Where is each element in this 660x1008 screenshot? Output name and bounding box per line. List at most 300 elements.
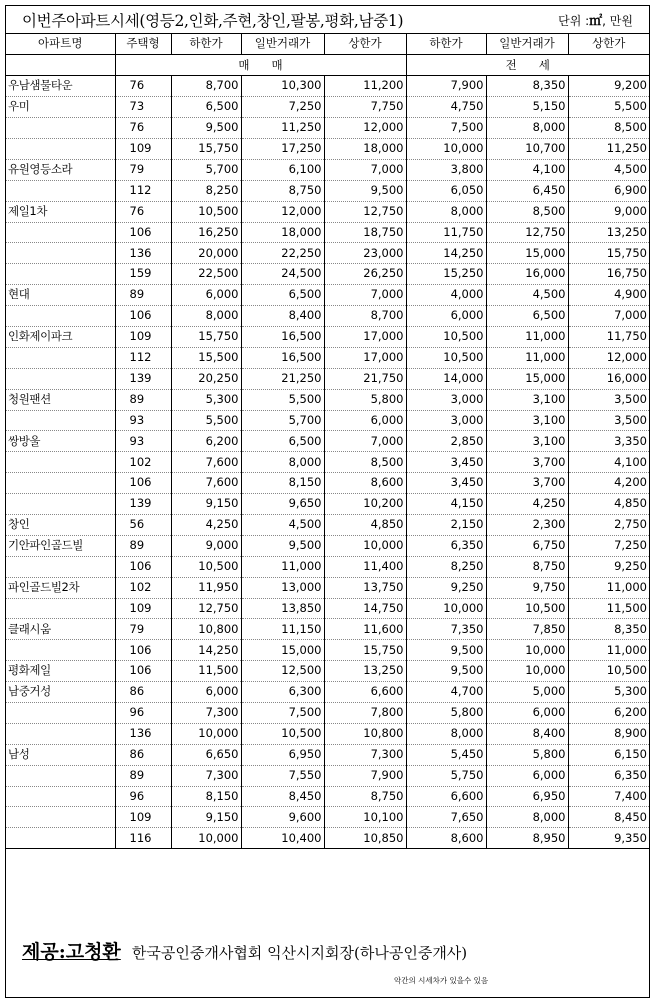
- col-header-lease-avg: 일반거래가: [486, 34, 568, 55]
- cell-lease-avg: 6,450: [486, 180, 568, 201]
- table-row: [6, 703, 649, 724]
- cell-sale-avg: 6,500: [241, 285, 324, 306]
- cell-lease-low: 10,500: [406, 347, 486, 368]
- cell-lease-avg: 8,750: [486, 556, 568, 577]
- cell-type: 96: [115, 786, 171, 807]
- cell-name: 클래시움: [6, 619, 115, 640]
- cell-lease-low: 9,500: [406, 640, 486, 661]
- table-row: [6, 473, 649, 494]
- cell-sale-avg: 9,500: [241, 535, 324, 556]
- table-row: [6, 535, 649, 556]
- cell-lease-avg: 6,750: [486, 535, 568, 556]
- cell-sale-low: 22,500: [171, 264, 241, 285]
- cell-name: [6, 138, 115, 159]
- cell-lease-high: 7,000: [568, 306, 649, 327]
- cell-lease-high: 4,500: [568, 159, 649, 180]
- cell-lease-avg: 5,800: [486, 744, 568, 765]
- cell-type: 76: [115, 76, 171, 97]
- cell-lease-high: 6,150: [568, 744, 649, 765]
- cell-name: 남중거성: [6, 682, 115, 703]
- cell-type: 93: [115, 431, 171, 452]
- cell-name: [6, 786, 115, 807]
- cell-sale-avg: 7,500: [241, 703, 324, 724]
- cell-lease-avg: 5,150: [486, 97, 568, 118]
- cell-sale-low: 15,750: [171, 138, 241, 159]
- cell-sale-avg: 16,500: [241, 347, 324, 368]
- cell-sale-low: 15,750: [171, 326, 241, 347]
- cell-name: [6, 306, 115, 327]
- cell-name: 우미: [6, 97, 115, 118]
- cell-type: 106: [115, 661, 171, 682]
- cell-name: [6, 807, 115, 828]
- cell-lease-avg: 6,950: [486, 786, 568, 807]
- cell-sale-high: 12,750: [324, 201, 406, 222]
- table-row: [6, 222, 649, 243]
- col-header-sale-avg: 일반거래가: [241, 34, 324, 55]
- cell-name: 인화제이파크: [6, 326, 115, 347]
- cell-lease-avg: 3,100: [486, 389, 568, 410]
- cell-sale-high: 14,750: [324, 598, 406, 619]
- cell-name: [6, 118, 115, 139]
- table-row: [6, 765, 649, 786]
- cell-lease-high: 12,000: [568, 347, 649, 368]
- cell-lease-avg: 8,400: [486, 723, 568, 744]
- cell-sale-avg: 18,000: [241, 222, 324, 243]
- cell-sale-high: 7,000: [324, 285, 406, 306]
- cell-sale-low: 9,000: [171, 535, 241, 556]
- cell-sale-avg: 7,550: [241, 765, 324, 786]
- cell-sale-avg: 22,250: [241, 243, 324, 264]
- cell-type: 76: [115, 201, 171, 222]
- cell-name: 기안파인골드빌: [6, 535, 115, 556]
- cell-type: 89: [115, 389, 171, 410]
- cell-sale-avg: 4,500: [241, 514, 324, 535]
- cell-sale-high: 15,750: [324, 640, 406, 661]
- cell-sale-avg: 12,000: [241, 201, 324, 222]
- cell-sale-low: 7,300: [171, 765, 241, 786]
- cell-lease-avg: 3,100: [486, 431, 568, 452]
- cell-sale-high: 18,000: [324, 138, 406, 159]
- cell-sale-high: 11,600: [324, 619, 406, 640]
- cell-lease-avg: 4,250: [486, 494, 568, 515]
- cell-name: [6, 473, 115, 494]
- provider-line: [22, 937, 467, 964]
- cell-name: [6, 368, 115, 389]
- cell-lease-low: 6,050: [406, 180, 486, 201]
- cell-sale-low: 9,500: [171, 118, 241, 139]
- cell-lease-low: 3,000: [406, 389, 486, 410]
- cell-type: 109: [115, 138, 171, 159]
- cell-type: 89: [115, 285, 171, 306]
- cell-name: 평화제일: [6, 661, 115, 682]
- cell-name: [6, 264, 115, 285]
- cell-lease-high: 11,500: [568, 598, 649, 619]
- cell-sale-low: 16,250: [171, 222, 241, 243]
- cell-type: 139: [115, 494, 171, 515]
- table-row: [6, 452, 649, 473]
- title-row: [6, 6, 649, 34]
- cell-sale-low: 8,700: [171, 76, 241, 97]
- table-row: [6, 598, 649, 619]
- cell-lease-low: 8,000: [406, 201, 486, 222]
- cell-lease-low: 8,250: [406, 556, 486, 577]
- cell-type: 106: [115, 306, 171, 327]
- cell-lease-high: 10,500: [568, 661, 649, 682]
- cell-sale-avg: 5,700: [241, 410, 324, 431]
- cell-lease-high: 6,350: [568, 765, 649, 786]
- cell-sale-low: 11,950: [171, 577, 241, 598]
- cell-name: 남성: [6, 744, 115, 765]
- table-row: [6, 723, 649, 744]
- cell-sale-low: 7,600: [171, 473, 241, 494]
- cell-sale-high: 7,300: [324, 744, 406, 765]
- cell-sale-avg: 10,400: [241, 828, 324, 849]
- cell-sale-low: 4,250: [171, 514, 241, 535]
- cell-lease-avg: 10,500: [486, 598, 568, 619]
- disclaimer-note: 악간의 시세차가 있을수 있음: [394, 976, 489, 985]
- cell-lease-low: 3,800: [406, 159, 486, 180]
- cell-lease-avg: 11,000: [486, 326, 568, 347]
- unit-label: [558, 10, 633, 29]
- cell-sale-avg: 8,750: [241, 180, 324, 201]
- cell-type: 86: [115, 744, 171, 765]
- cell-lease-low: 9,500: [406, 661, 486, 682]
- group-header-lease: 전 세: [406, 55, 649, 76]
- cell-lease-avg: 8,000: [486, 807, 568, 828]
- cell-name: 제일1차: [6, 201, 115, 222]
- cell-lease-high: 3,500: [568, 410, 649, 431]
- price-table: [6, 34, 649, 849]
- cell-sale-avg: 13,850: [241, 598, 324, 619]
- cell-sale-low: 7,300: [171, 703, 241, 724]
- cell-lease-avg: 10,000: [486, 661, 568, 682]
- cell-lease-high: 11,750: [568, 326, 649, 347]
- table-row: [6, 76, 649, 97]
- cell-sale-low: 9,150: [171, 494, 241, 515]
- cell-sale-low: 10,800: [171, 619, 241, 640]
- col-header-lease-low: 하한가: [406, 34, 486, 55]
- cell-type: 112: [115, 180, 171, 201]
- cell-lease-avg: 16,000: [486, 264, 568, 285]
- cell-type: 93: [115, 410, 171, 431]
- cell-lease-high: 7,400: [568, 786, 649, 807]
- cell-lease-low: 11,750: [406, 222, 486, 243]
- cell-type: 106: [115, 222, 171, 243]
- cell-lease-low: 2,150: [406, 514, 486, 535]
- cell-lease-high: 3,350: [568, 431, 649, 452]
- cell-lease-high: 9,350: [568, 828, 649, 849]
- cell-name: [6, 556, 115, 577]
- cell-sale-high: 10,200: [324, 494, 406, 515]
- cell-lease-high: 3,500: [568, 389, 649, 410]
- cell-lease-low: 8,600: [406, 828, 486, 849]
- cell-name: 청원팬션: [6, 389, 115, 410]
- cell-sale-low: 6,000: [171, 682, 241, 703]
- cell-lease-low: 2,850: [406, 431, 486, 452]
- cell-lease-avg: 6,000: [486, 765, 568, 786]
- cell-name: [6, 703, 115, 724]
- cell-sale-high: 10,850: [324, 828, 406, 849]
- cell-type: 112: [115, 347, 171, 368]
- cell-sale-avg: 6,100: [241, 159, 324, 180]
- cell-name: [6, 243, 115, 264]
- cell-sale-high: 7,000: [324, 159, 406, 180]
- cell-name: 현대: [6, 285, 115, 306]
- cell-lease-avg: 2,300: [486, 514, 568, 535]
- table-row: [6, 577, 649, 598]
- cell-lease-low: 14,000: [406, 368, 486, 389]
- cell-sale-low: 9,150: [171, 807, 241, 828]
- cell-type: 102: [115, 452, 171, 473]
- table-row: [6, 828, 649, 849]
- table-row: [6, 786, 649, 807]
- table-row: [6, 807, 649, 828]
- group-header-blank: [6, 55, 115, 76]
- cell-type: 86: [115, 682, 171, 703]
- cell-sale-avg: 10,500: [241, 723, 324, 744]
- cell-sale-high: 6,000: [324, 410, 406, 431]
- cell-lease-high: 8,500: [568, 118, 649, 139]
- cell-lease-high: 5,300: [568, 682, 649, 703]
- cell-sale-high: 21,750: [324, 368, 406, 389]
- cell-sale-avg: 5,500: [241, 389, 324, 410]
- cell-lease-avg: 10,000: [486, 640, 568, 661]
- cell-name: 쌍방울: [6, 431, 115, 452]
- cell-lease-low: 8,000: [406, 723, 486, 744]
- cell-name: [6, 640, 115, 661]
- cell-lease-high: 16,750: [568, 264, 649, 285]
- table-row: [6, 326, 649, 347]
- table-row: [6, 180, 649, 201]
- cell-sale-avg: 6,950: [241, 744, 324, 765]
- cell-lease-low: 7,650: [406, 807, 486, 828]
- cell-sale-high: 4,850: [324, 514, 406, 535]
- cell-sale-high: 17,000: [324, 326, 406, 347]
- cell-name: [6, 180, 115, 201]
- table-row: [6, 201, 649, 222]
- cell-sale-low: 14,250: [171, 640, 241, 661]
- cell-lease-high: 4,200: [568, 473, 649, 494]
- cell-type: 109: [115, 326, 171, 347]
- table-row: [6, 138, 649, 159]
- cell-type: 136: [115, 723, 171, 744]
- cell-lease-avg: 4,100: [486, 159, 568, 180]
- group-header-sale: 매 매: [115, 55, 406, 76]
- cell-lease-low: 4,700: [406, 682, 486, 703]
- footer: [6, 923, 649, 997]
- table-row: [6, 389, 649, 410]
- cell-sale-low: 6,000: [171, 285, 241, 306]
- table-body: [6, 76, 649, 849]
- cell-sale-low: 5,700: [171, 159, 241, 180]
- table-row: [6, 285, 649, 306]
- cell-sale-avg: 9,600: [241, 807, 324, 828]
- cell-lease-low: 4,000: [406, 285, 486, 306]
- cell-sale-high: 8,500: [324, 452, 406, 473]
- cell-lease-high: 9,200: [568, 76, 649, 97]
- table-row: [6, 347, 649, 368]
- cell-lease-low: 9,250: [406, 577, 486, 598]
- cell-lease-high: 11,250: [568, 138, 649, 159]
- cell-lease-high: 4,900: [568, 285, 649, 306]
- cell-lease-avg: 6,500: [486, 306, 568, 327]
- unit-sqm: ㎡: [589, 14, 603, 29]
- cell-name: 유원영등소라: [6, 159, 115, 180]
- cell-name: 파인골드빌2차: [6, 577, 115, 598]
- cell-lease-avg: 15,000: [486, 243, 568, 264]
- table-row: [6, 264, 649, 285]
- table-row: [6, 744, 649, 765]
- cell-sale-high: 18,750: [324, 222, 406, 243]
- cell-lease-avg: 8,000: [486, 118, 568, 139]
- cell-type: 79: [115, 159, 171, 180]
- cell-lease-high: 11,000: [568, 577, 649, 598]
- cell-lease-avg: 12,750: [486, 222, 568, 243]
- col-header-sale-low: 하한가: [171, 34, 241, 55]
- cell-lease-high: 9,000: [568, 201, 649, 222]
- cell-sale-low: 6,500: [171, 97, 241, 118]
- cell-sale-avg: 9,650: [241, 494, 324, 515]
- cell-name: 창인: [6, 514, 115, 535]
- col-header-lease-high: 상한가: [568, 34, 649, 55]
- cell-sale-high: 11,400: [324, 556, 406, 577]
- cell-sale-low: 6,200: [171, 431, 241, 452]
- cell-lease-low: 6,000: [406, 306, 486, 327]
- cell-lease-avg: 7,850: [486, 619, 568, 640]
- table-row: [6, 306, 649, 327]
- provider-name: 제공:고청환: [22, 941, 121, 963]
- cell-name: [6, 452, 115, 473]
- cell-sale-low: 12,750: [171, 598, 241, 619]
- cell-type: 159: [115, 264, 171, 285]
- cell-sale-avg: 11,000: [241, 556, 324, 577]
- cell-sale-high: 7,000: [324, 431, 406, 452]
- cell-lease-avg: 4,500: [486, 285, 568, 306]
- cell-sale-low: 11,500: [171, 661, 241, 682]
- cell-lease-high: 11,000: [568, 640, 649, 661]
- table-row: [6, 494, 649, 515]
- cell-sale-avg: 10,300: [241, 76, 324, 97]
- cell-name: [6, 598, 115, 619]
- cell-sale-high: 7,800: [324, 703, 406, 724]
- cell-lease-avg: 3,700: [486, 473, 568, 494]
- cell-lease-high: 8,450: [568, 807, 649, 828]
- table-row: [6, 243, 649, 264]
- cell-type: 136: [115, 243, 171, 264]
- cell-sale-high: 6,600: [324, 682, 406, 703]
- cell-name: [6, 347, 115, 368]
- cell-lease-low: 7,900: [406, 76, 486, 97]
- cell-sale-avg: 8,150: [241, 473, 324, 494]
- cell-lease-high: 16,000: [568, 368, 649, 389]
- table-row: [6, 410, 649, 431]
- cell-lease-high: 7,250: [568, 535, 649, 556]
- cell-type: 76: [115, 118, 171, 139]
- col-header-sale-high: 상한가: [324, 34, 406, 55]
- cell-lease-high: 4,100: [568, 452, 649, 473]
- cell-lease-avg: 5,000: [486, 682, 568, 703]
- cell-type: 109: [115, 598, 171, 619]
- cell-sale-avg: 11,150: [241, 619, 324, 640]
- cell-lease-avg: 15,000: [486, 368, 568, 389]
- cell-sale-high: 10,100: [324, 807, 406, 828]
- cell-lease-high: 9,250: [568, 556, 649, 577]
- cell-lease-low: 6,600: [406, 786, 486, 807]
- cell-sale-avg: 11,250: [241, 118, 324, 139]
- cell-sale-avg: 16,500: [241, 326, 324, 347]
- cell-sale-high: 8,750: [324, 786, 406, 807]
- cell-sale-low: 10,000: [171, 828, 241, 849]
- cell-sale-high: 5,800: [324, 389, 406, 410]
- table-row: [6, 431, 649, 452]
- cell-sale-avg: 6,300: [241, 682, 324, 703]
- cell-type: 106: [115, 556, 171, 577]
- cell-sale-high: 7,750: [324, 97, 406, 118]
- table-row: [6, 661, 649, 682]
- cell-lease-low: 7,500: [406, 118, 486, 139]
- cell-lease-avg: 11,000: [486, 347, 568, 368]
- cell-lease-high: 13,250: [568, 222, 649, 243]
- table-row: [6, 118, 649, 139]
- cell-lease-high: 6,200: [568, 703, 649, 724]
- cell-name: [6, 765, 115, 786]
- cell-lease-low: 5,750: [406, 765, 486, 786]
- group-header-row: [6, 55, 649, 76]
- cell-lease-low: 4,150: [406, 494, 486, 515]
- column-header-row: [6, 34, 649, 55]
- cell-sale-low: 6,650: [171, 744, 241, 765]
- cell-lease-avg: 9,750: [486, 577, 568, 598]
- cell-lease-low: 14,250: [406, 243, 486, 264]
- cell-sale-high: 23,000: [324, 243, 406, 264]
- unit-suffix: , 만원: [602, 14, 633, 28]
- cell-type: 96: [115, 703, 171, 724]
- cell-sale-low: 10,500: [171, 556, 241, 577]
- cell-sale-low: 8,250: [171, 180, 241, 201]
- table-row: [6, 640, 649, 661]
- table-row: [6, 97, 649, 118]
- cell-type: 102: [115, 577, 171, 598]
- cell-sale-high: 17,000: [324, 347, 406, 368]
- cell-sale-avg: 12,500: [241, 661, 324, 682]
- price-sheet: [5, 5, 650, 998]
- cell-lease-avg: 3,100: [486, 410, 568, 431]
- cell-lease-avg: 3,700: [486, 452, 568, 473]
- cell-sale-avg: 21,250: [241, 368, 324, 389]
- unit-prefix: 단위 :: [558, 14, 590, 28]
- cell-lease-low: 15,250: [406, 264, 486, 285]
- cell-sale-low: 8,000: [171, 306, 241, 327]
- cell-sale-avg: 17,250: [241, 138, 324, 159]
- cell-lease-low: 5,450: [406, 744, 486, 765]
- cell-sale-high: 8,700: [324, 306, 406, 327]
- cell-type: 89: [115, 535, 171, 556]
- cell-lease-high: 8,900: [568, 723, 649, 744]
- cell-lease-high: 2,750: [568, 514, 649, 535]
- table-row: [6, 514, 649, 535]
- cell-lease-low: 10,000: [406, 598, 486, 619]
- cell-type: 79: [115, 619, 171, 640]
- table-row: [6, 619, 649, 640]
- cell-name: [6, 222, 115, 243]
- cell-lease-low: 5,800: [406, 703, 486, 724]
- cell-sale-low: 10,500: [171, 201, 241, 222]
- cell-sale-avg: 7,250: [241, 97, 324, 118]
- cell-lease-low: 3,450: [406, 473, 486, 494]
- cell-sale-low: 5,500: [171, 410, 241, 431]
- table-row: [6, 682, 649, 703]
- cell-sale-high: 12,000: [324, 118, 406, 139]
